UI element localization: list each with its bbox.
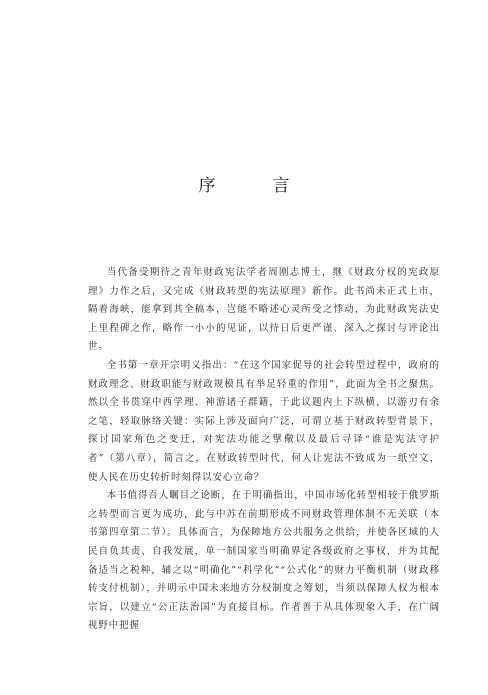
paragraph-2: 全书第一章开宗明义指出：“在这个国家促导的社会转型过程中，政府的财政理念、财政职能与财政规模具有举足轻重的作用”，此面为全书之聚焦。然以全书贯穿中西学理、神游诸子群籍，于此议题内上下纵横，以游刃有余之笔，轻取脉络关键：实际上涉及面向广泛，可谓立基于财政转型背景下，探讨国家角色之变迁，对宪法功能之擘儆以及最后寻译“谁是宪法守护者”（第八章），简言之，在财政转型时代，何人让宪法不致成为一纸空文，使人民在历史转折时刻得以安心立命？ xyxy=(88,359,440,483)
preface-body xyxy=(88,264,440,636)
paragraph-3: 本书值得吾人瞩目之论断，在于明确指出，中国市场化转型相较于俄罗斯之转型而言更为成功，此与中苏在前期形成不同财政管理体制不无关联（本书第四章第二节）。具体而言，为保障地方公共服务之供给，并使各区域的人民自负其责、自我发展，单一制国家当明确界定各级政府之事权，并为其配备适当之税种，辅之以“明确化”“科学化”“公式化”的财力平衡机制（财政移转支付机制），并明示中国未来地方分权制度之筹划，当须以保障人权为根本宗旨，以建立“公正法治国”为直接目标。作者善于从具体现象入手，在广阔视野中把握 xyxy=(88,490,440,632)
page-title: 序 言 xyxy=(198,176,310,196)
paragraph-1: 当代备受期待之青年财政宪法学者周刚志博士，继《财政分权的宪政原理》力作之后，又完成《财政转型的宪法原理》新作。此书尚未正式上市，隔着海峡，能拿到其全稿本，岂能不略述心灵所受之悸动，为此财政宪法史上里程碑之作，略作一小小的见证，以待日后更严谨、深入之探讨与评论出世。 xyxy=(88,267,440,353)
